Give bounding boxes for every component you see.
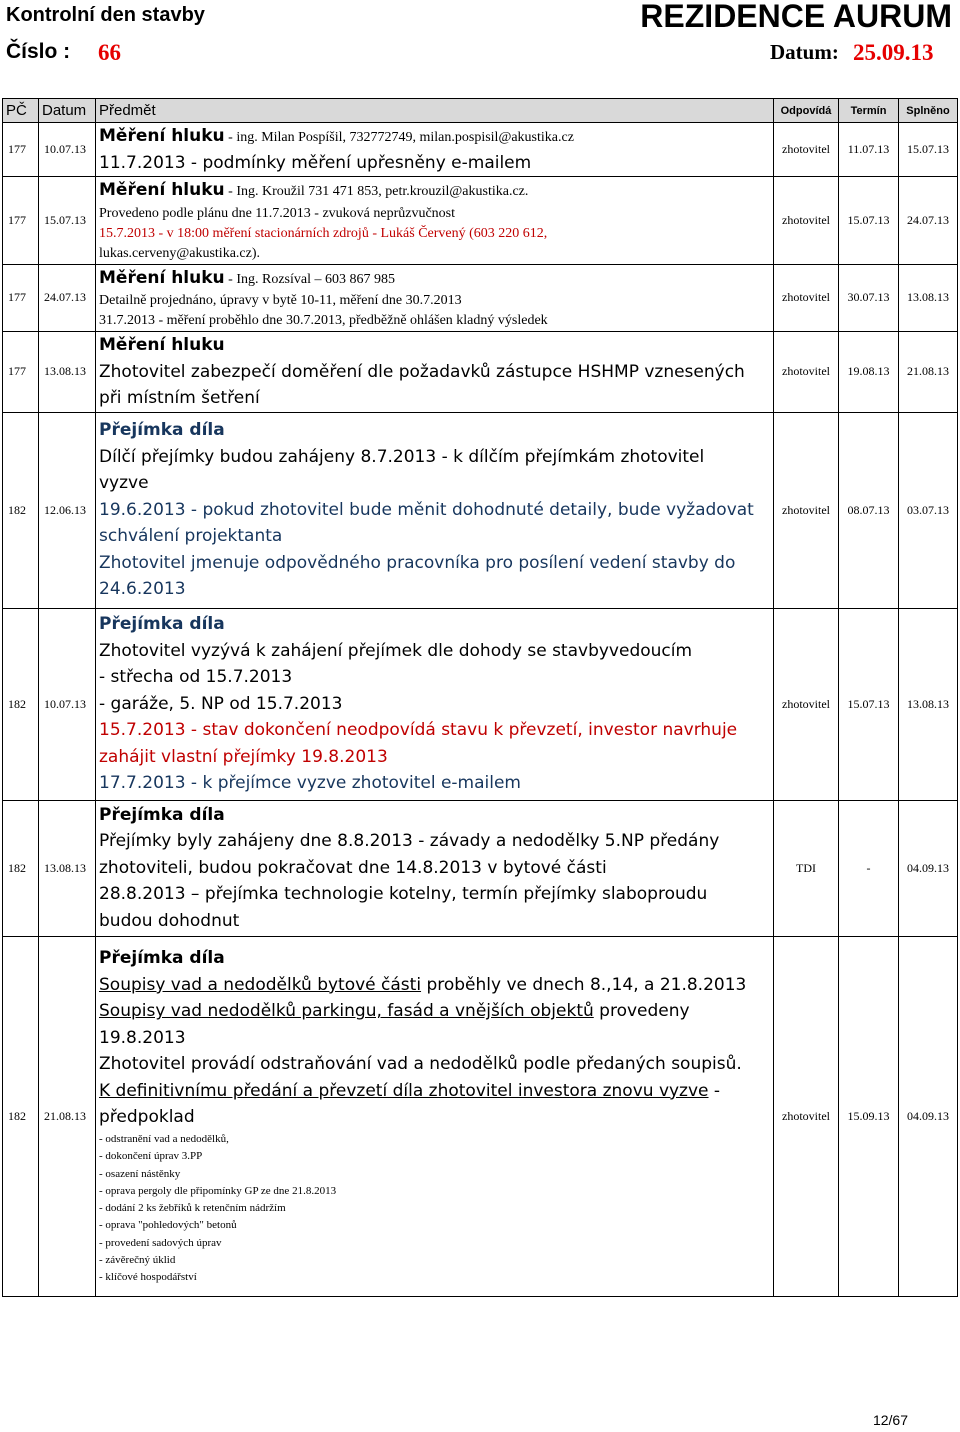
row-responsible: zhotovitel	[774, 412, 839, 608]
row-deadline: 30.07.13	[839, 264, 899, 332]
row-done: 24.07.13	[899, 177, 958, 265]
row-pc: 177	[3, 177, 39, 265]
row-subject	[96, 332, 774, 413]
row-deadline: -	[839, 800, 899, 936]
row-responsible: zhotovitel	[774, 123, 839, 177]
row-deadline: 15.09.13	[839, 936, 899, 1296]
row-done: 03.07.13	[899, 412, 958, 608]
row-done: 15.07.13	[899, 123, 958, 177]
column-header-subject: Předmět	[96, 99, 774, 123]
subject-line: 17.7.2013 - k přejímce vyzve zhotovitel e-mailem	[99, 773, 521, 794]
date-label: Datum:	[770, 40, 839, 64]
row-deadline: 15.07.13	[839, 177, 899, 265]
subject-line: - garáže, 5. NP od 15.7.2013	[99, 693, 343, 714]
row-date: 21.08.13	[39, 936, 96, 1296]
row-subject	[96, 800, 774, 936]
subject-line: Zhotovitel provádí odstraňování vad a nedodělků podle předaných soupisů.	[99, 1054, 742, 1075]
row-done: 21.08.13	[899, 332, 958, 413]
row-pc: 177	[3, 123, 39, 177]
list-item: - závěrečný úklid	[99, 1253, 176, 1266]
subject-line: Soupisy vad nedodělků parkingu, fasád a vnějších objektů provedeny	[99, 1001, 690, 1022]
subject-line: - Ing. Rozsíval – 603 867 985	[224, 271, 395, 287]
column-header-deadline: Termín	[839, 99, 899, 123]
row-pc: 177	[3, 332, 39, 413]
document-title: Kontrolní den stavby	[6, 4, 205, 26]
table-row	[3, 177, 958, 265]
subject-line: 15.7.2013 - stav dokončení neodpovídá stavu k převzetí, investor navrhuje zahájit vlastní přejímky 19.8.2013	[99, 720, 738, 767]
inspection-table	[2, 98, 958, 1297]
subject-heading: Měření hluku	[99, 267, 225, 288]
row-responsible: zhotovitel	[774, 936, 839, 1296]
subject-line: 11.7.2013 - podmínky měření upřesněny e-mailem	[99, 152, 532, 173]
row-done: 13.08.13	[899, 264, 958, 332]
row-done: 13.08.13	[899, 608, 958, 800]
subject-line: Přejímky byly zahájeny dne 8.8.2013 - závady a nedodělky 5.NP předány zhotoviteli, budou pokračovat dne 14.8.2013 v bytové části	[99, 831, 720, 878]
table-row	[3, 123, 958, 177]
row-pc: 182	[3, 608, 39, 800]
column-header-done: Splněno	[899, 99, 958, 123]
list-item: - osazení nástěnky	[99, 1167, 181, 1180]
row-deadline: 15.07.13	[839, 608, 899, 800]
row-subject	[96, 412, 774, 608]
list-item: - klíčové hospodářství	[99, 1271, 197, 1284]
date-value: 25.09.13	[853, 40, 934, 65]
row-subject	[96, 264, 774, 332]
table-row	[3, 936, 958, 1296]
row-deadline: 11.07.13	[839, 123, 899, 177]
list-item: - oprava "pohledových" betonů	[99, 1219, 237, 1232]
subject-line: lukas.cerveny@akustika.cz).	[99, 245, 260, 261]
subject-line: Zhotovitel jmenuje odpovědného pracovníka pro posílení vedení stavby do 24.6.2013	[99, 552, 736, 600]
row-responsible: TDI	[774, 800, 839, 936]
subject-line: 19.8.2013	[99, 1027, 186, 1048]
row-date: 15.07.13	[39, 177, 96, 265]
row-date: 12.06.13	[39, 412, 96, 608]
subject-line: 31.7.2013 - měření proběhlo dne 30.7.2013, předběžně ohlášen kladný výsledek	[99, 313, 548, 328]
table-row	[3, 264, 958, 332]
subject-line: Zhotovitel zabezpečí doměření dle požadavků zástupce HSHMP vznesených při místním šetření	[99, 361, 745, 408]
subject-line: - střecha od 15.7.2013	[99, 667, 293, 688]
subject-line: 28.8.2013 – přejímka technologie kotelny, termín přejímky slaboproudu budou dohodnut	[99, 884, 708, 931]
project-title: REZIDENCE AURUM	[640, 0, 952, 34]
row-date: 13.08.13	[39, 800, 96, 936]
column-header-pc: PČ	[3, 99, 39, 123]
subject-heading: Měření hluku	[99, 335, 225, 355]
row-subject	[96, 177, 774, 265]
subject-line: předpoklad	[99, 1107, 195, 1128]
row-deadline: 08.07.13	[839, 412, 899, 608]
list-item: - oprava pergoly dle připomínky GP ze dne 21.8.2013	[99, 1184, 337, 1197]
row-subject	[96, 123, 774, 177]
subject-line: Zhotovitel vyzývá k zahájení přejímek dle dohody se stavbyvedoucím	[99, 640, 693, 661]
row-pc: 182	[3, 412, 39, 608]
table-row	[3, 608, 958, 800]
subject-line: 15.7.2013 - v 18:00 měření stacionárních zdrojů - Lukáš Červený (603 220 612,	[99, 225, 548, 241]
row-responsible: zhotovitel	[774, 332, 839, 413]
table-row	[3, 332, 958, 413]
list-item: - odstranění vad a nedodělků,	[99, 1132, 229, 1145]
row-done: 04.09.13	[899, 800, 958, 936]
row-responsible: zhotovitel	[774, 177, 839, 265]
subject-line: 19.6.2013 - pokud zhotovitel bude měnit dohodnuté detaily, bude vyžadovat schválení projektanta	[99, 499, 754, 547]
row-pc: 177	[3, 264, 39, 332]
number-value: 66	[98, 40, 121, 65]
page-number: 12/67	[872, 1412, 908, 1428]
column-header-date: Datum	[39, 99, 96, 123]
subject-heading: Přejímka díla	[99, 804, 225, 825]
row-responsible: zhotovitel	[774, 264, 839, 332]
list-item: - dokončení úprav 3.PP	[99, 1150, 203, 1163]
subject-line: - Ing. Kroužil 731 471 853, petr.krouzil@akustika.cz.	[224, 184, 529, 199]
row-done: 04.09.13	[899, 936, 958, 1296]
subject-line: Dílčí přejímky budou zahájeny 8.7.2013 - k dílčím přejímkám zhotovitel vyzve	[99, 446, 705, 494]
subject-heading: Měření hluku	[99, 180, 225, 200]
list-item: - dodání 2 ks žebříků k retenčním nádržím	[99, 1202, 286, 1215]
row-date: 10.07.13	[39, 608, 96, 800]
row-date: 13.08.13	[39, 332, 96, 413]
row-pc: 182	[3, 800, 39, 936]
row-deadline: 19.08.13	[839, 332, 899, 413]
row-subject	[96, 936, 774, 1296]
subject-line: - ing. Milan Pospíšil, 732772749, milan.pospisil@akustika.cz	[224, 130, 574, 145]
row-date: 10.07.13	[39, 123, 96, 177]
subject-line: Provedeno podle plánu dne 11.7.2013 - zvuková neprůzvučnost	[99, 205, 456, 221]
table-row	[3, 412, 958, 608]
table-header-row	[3, 99, 958, 123]
list-item: - provedení sadových úprav	[99, 1236, 222, 1249]
subject-line: K definitivnímu předání a převzetí díla zhotovitel investora znovu vyzve -	[99, 1080, 721, 1101]
number-label: Číslo :	[6, 40, 71, 63]
subject-heading: Měření hluku	[99, 126, 225, 146]
subject-heading: Přejímka díla	[99, 614, 225, 635]
table-row	[3, 800, 958, 936]
column-header-responsible: Odpovídá	[774, 99, 839, 123]
row-date: 24.07.13	[39, 264, 96, 332]
row-pc: 182	[3, 936, 39, 1296]
subject-line: Soupisy vad a nedodělků bytové části proběhly ve dnech 8.,14, a 21.8.2013	[99, 974, 747, 995]
row-subject	[96, 608, 774, 800]
subject-line: Detailně projednáno, úpravy v bytě 10-11, měření dne 30.7.2013	[99, 293, 462, 308]
subject-heading: Přejímka díla	[99, 420, 225, 441]
row-responsible: zhotovitel	[774, 608, 839, 800]
subject-heading: Přejímka díla	[99, 948, 225, 969]
